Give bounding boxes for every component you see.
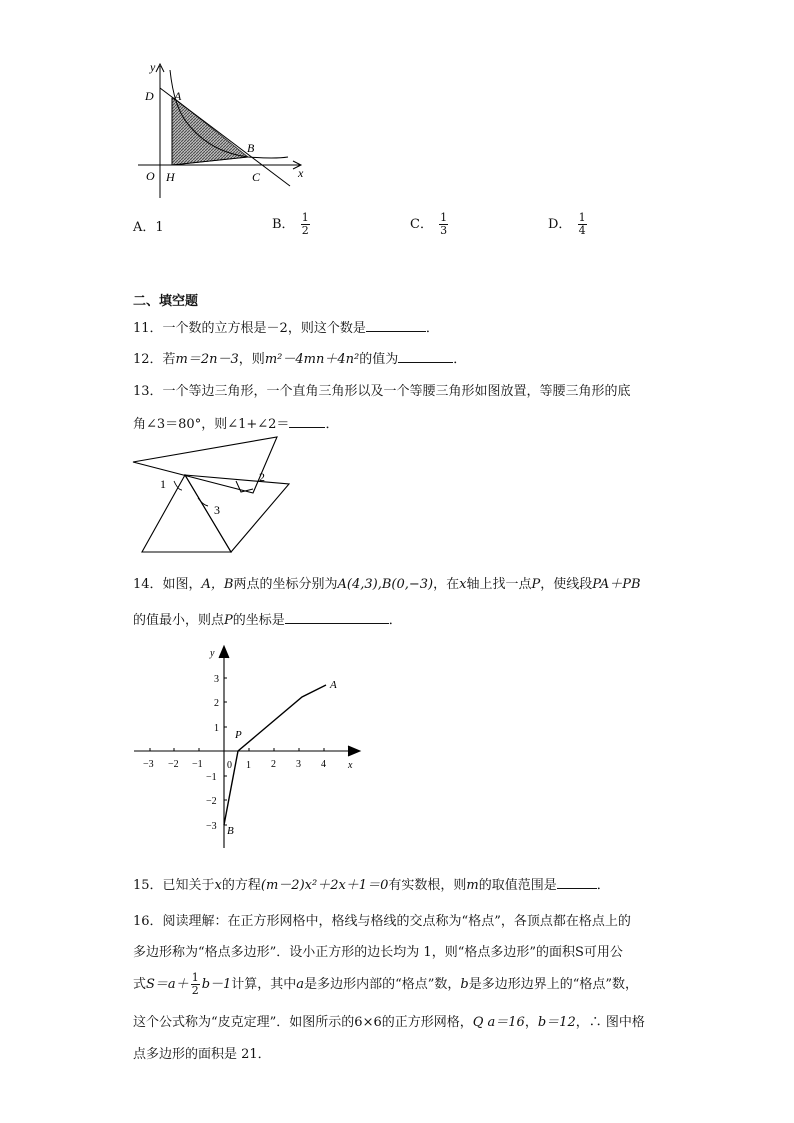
- q14-p: P: [531, 577, 541, 592]
- question-12: [133, 348, 466, 367]
- question-11: [133, 317, 439, 336]
- question14-figure: [130, 640, 370, 852]
- q14-answer-blank[interactable]: [285, 611, 389, 624]
- option-a-letter: A．: [133, 220, 156, 235]
- option-b-letter: B．: [272, 217, 295, 232]
- q14-line2-a: 的值最小，则点: [133, 613, 225, 628]
- q16-fraction-denominator: 2: [191, 984, 199, 997]
- q15-answer-blank[interactable]: [557, 876, 597, 889]
- right-triangle: [133, 437, 277, 493]
- q15-equation: (m－2)x²＋2x＋1＝0: [260, 878, 389, 893]
- q16-a-value: Q a＝16: [472, 1015, 525, 1030]
- q14-line2-c: 的坐标是: [232, 613, 285, 628]
- x-tick-label-neg1: −1: [192, 759, 203, 770]
- point-a-label: A: [330, 679, 337, 691]
- q16-var-b: b: [460, 977, 469, 992]
- option-b-fraction: [301, 212, 310, 237]
- q16-line3-b: 计算，其中: [231, 977, 297, 992]
- option-c-numerator: 1: [440, 211, 448, 224]
- q16-formula-b: b－1: [201, 977, 232, 992]
- x-tick-label-0: 0: [227, 760, 232, 771]
- q16-line4-c: 的正方形网格，: [381, 1015, 473, 1030]
- y-tick-label-neg2: −2: [206, 796, 217, 807]
- option-a: [133, 216, 164, 235]
- question-15: [133, 874, 610, 893]
- q14-end: ．: [388, 613, 402, 628]
- option-b-denominator: 2: [301, 224, 309, 237]
- q12-text-a: 12．若: [133, 352, 176, 367]
- axis-label-x: x: [348, 760, 353, 771]
- q14-text-a: 14．如图，: [133, 577, 202, 592]
- q16-line3-d: 是多边形内部的“格点”数，: [304, 977, 461, 992]
- label-o: O: [146, 169, 155, 183]
- q12-text-b: ，则: [238, 352, 265, 367]
- q14-text-d: ，在: [433, 577, 460, 592]
- path-bpa: [224, 685, 326, 825]
- q16-line4-a: 这个公式称为“皮克定理”．如图所示的: [133, 1015, 355, 1030]
- y-arrow: [219, 646, 229, 658]
- q14-text-c: 两点的坐标分别为: [233, 577, 338, 592]
- q14-line2-p: P: [224, 613, 233, 628]
- question13-figure: [130, 434, 300, 558]
- q12-text-c: 的值为: [359, 352, 399, 367]
- q14-text-f: ，使线段: [540, 577, 593, 592]
- question-13-line2: [133, 413, 338, 432]
- label-y: y: [150, 60, 156, 74]
- option-c-denominator: 3: [440, 224, 448, 237]
- angle3-label: 3: [214, 503, 220, 517]
- x-arrow: [348, 746, 360, 756]
- q15-text-c: 有实数根，则: [388, 878, 467, 893]
- q15-text-a: 15．已知关于: [133, 878, 215, 893]
- q16-line4-e: ，: [524, 1015, 538, 1030]
- question-13-line1: 13．一个等边三角形，一个直角三角形以及一个等腰三角形如图放置，等腰三角形的底: [133, 384, 631, 399]
- q15-text-d: 的取值范围是: [478, 878, 557, 893]
- option-d-denominator: 4: [578, 224, 586, 237]
- q14-x: x: [459, 577, 467, 592]
- q13-end: ．: [325, 417, 339, 432]
- q16-line3-a: 式: [133, 977, 147, 992]
- q13-answer-blank[interactable]: [289, 415, 325, 428]
- q15-m: m: [466, 878, 479, 893]
- q12-equation: m＝2n－3: [175, 352, 239, 367]
- question-16-line2: 多边形称为“格点多边形”．设小正方形的边长均为 1，则“格点多边形”的面积S可用公: [133, 945, 623, 960]
- x-tick-label-neg3: −3: [143, 759, 154, 770]
- option-d-letter: D．: [548, 217, 572, 232]
- q11-end: ．: [425, 321, 439, 336]
- point-b-label: B: [227, 825, 234, 837]
- q14-segment: PA＋PB: [592, 577, 641, 592]
- question-14-line1: [133, 573, 641, 592]
- q11-answer-blank[interactable]: [366, 319, 426, 332]
- q16-var-a: a: [296, 977, 305, 992]
- x-tick-label-neg2: −2: [168, 759, 179, 770]
- q16-line4-g: ，∴ 图中格: [575, 1015, 645, 1030]
- question-16-line1: 16．阅读理解：在正方形网格中，格线与格线的交点称为“格点”，各顶点都在格点上的: [133, 914, 631, 929]
- q14-text-e: 轴上找一点: [466, 577, 532, 592]
- isosceles-triangle: [185, 475, 289, 552]
- q12-answer-blank[interactable]: [398, 350, 453, 363]
- label-x: x: [298, 166, 304, 180]
- q12-expression: m²－4mn＋4n²: [264, 352, 360, 367]
- q14-points: A，B: [201, 577, 234, 592]
- option-d: [548, 212, 589, 237]
- y-tick-label-neg3: −3: [206, 821, 217, 832]
- y-tick-label-1: 1: [214, 723, 219, 734]
- q12-end: ．: [453, 352, 467, 367]
- axis-label-y: y: [210, 648, 215, 659]
- x-tick-label-3: 3: [296, 759, 301, 770]
- label-a: A: [174, 89, 182, 103]
- y-tick-label-neg1: −1: [206, 772, 217, 783]
- option-b-numerator: 1: [301, 211, 309, 224]
- label-h: H: [166, 170, 175, 184]
- label-c: C: [252, 170, 261, 184]
- q15-text-b: 的方程: [221, 878, 261, 893]
- question10-figure: [130, 58, 315, 203]
- option-b: [272, 212, 312, 237]
- label-b: B: [247, 141, 255, 155]
- option-d-fraction: [578, 212, 587, 237]
- label-d: D: [145, 89, 154, 103]
- q11-text: 11．一个数的立方根是－2，则这个数是: [133, 321, 366, 336]
- option-d-numerator: 1: [578, 211, 586, 224]
- question-14-line2: [133, 609, 402, 628]
- q15-end: ．: [596, 878, 610, 893]
- q16-b-value: b＝12: [537, 1015, 576, 1030]
- option-c-letter: C．: [410, 217, 433, 232]
- y-tick-label-3: 3: [214, 674, 219, 685]
- x-tick-label-4: 4: [321, 759, 326, 770]
- q16-line3-f: 是多边形边界上的“格点”数，: [468, 977, 638, 992]
- angle2-label: 2: [259, 470, 265, 484]
- q14-coords: A(4,3),B(0,−3): [337, 577, 434, 592]
- q16-grid-size: 6×6: [354, 1015, 382, 1030]
- option-c: [410, 212, 450, 237]
- y-tick-label-2: 2: [214, 698, 219, 709]
- q13-line2-text: 角∠3＝80°，则∠1+∠2＝: [133, 417, 290, 432]
- q16-formula-fraction: [191, 972, 200, 997]
- q15-x: x: [214, 878, 222, 893]
- x-tick-label-2: 2: [271, 759, 276, 770]
- section-title: 二、填空题: [133, 294, 199, 309]
- question-16-line4: [133, 1011, 645, 1030]
- point-p-label: P: [235, 729, 242, 741]
- option-a-text: 1: [155, 220, 164, 235]
- q16-formula-a: S＝a＋: [146, 977, 189, 992]
- option-c-fraction: [439, 212, 448, 237]
- question-16-line3: [133, 972, 638, 997]
- x-tick-label-1: 1: [246, 760, 251, 771]
- q16-fraction-numerator: 1: [191, 971, 199, 984]
- angle1-label: 1: [160, 477, 166, 491]
- question-16-line5: 点多边形的面积是 21．: [133, 1047, 271, 1062]
